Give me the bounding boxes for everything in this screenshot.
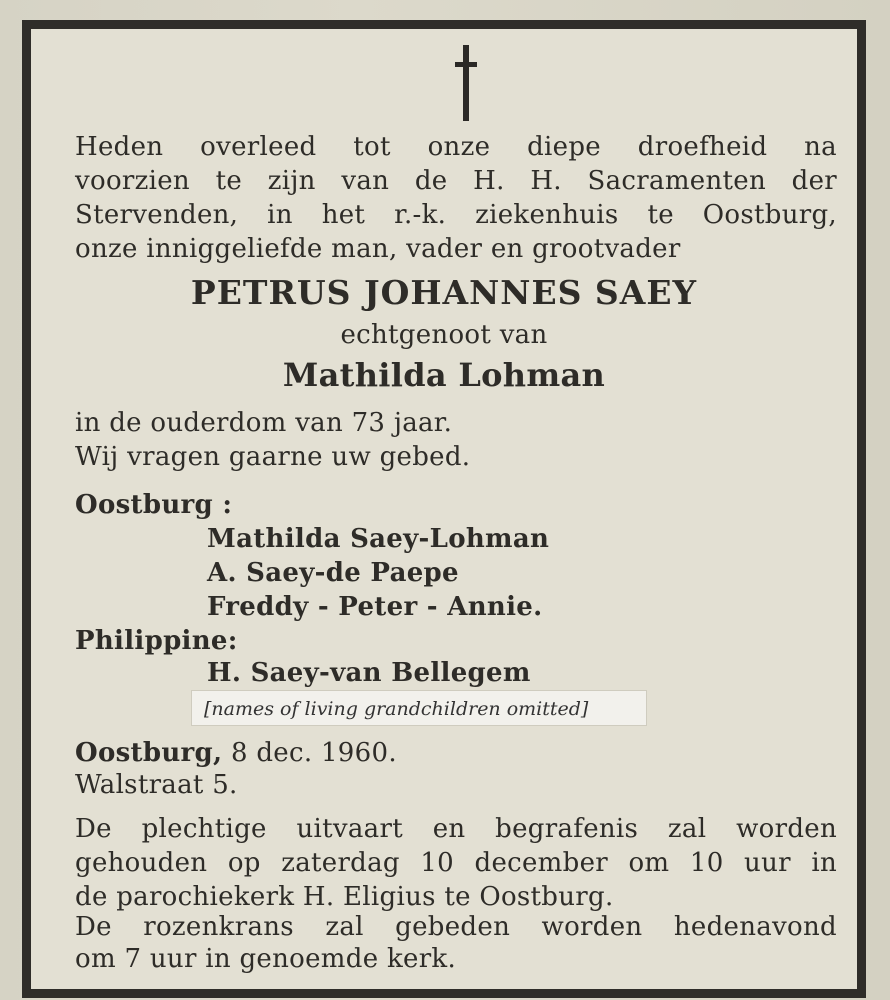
family-member: Mathilda Saey-Lohman [207, 524, 550, 554]
rosary-line-1: De rozenkrans zal gebeden worden hedenavond [75, 912, 837, 942]
prayer-line: Wij vragen gaarne uw gebed. [75, 442, 471, 472]
funeral-line-3: de parochiekerk H. Eligius te Oostburg. [75, 882, 614, 912]
intro-line-2: voorzien te zijn van de H. H. Sacramenten der [75, 166, 837, 196]
family-member: Freddy - Peter - Annie. [207, 592, 543, 622]
intro-line-3: Stervenden, in het r.-k. ziekenhuis te Oostburg, [75, 200, 837, 230]
cross-icon [455, 45, 477, 121]
date-line [75, 737, 397, 769]
intro-line-1: Heden overleed tot onze diepe droefheid na [75, 132, 837, 162]
intro-line-4: onze inniggeliefde man, vader en grootvader [75, 234, 681, 264]
age-line: in de ouderdom van 73 jaar. [75, 408, 453, 438]
date-place: Oostburg, [75, 738, 223, 768]
spouse-name: Mathilda Lohman [282, 356, 606, 394]
redaction-note: [names of living grandchildren omitted] [191, 690, 647, 726]
date: 8 dec. 1960. [230, 738, 397, 768]
address: Walstraat 5. [75, 770, 238, 800]
funeral-line-2: gehouden op zaterdag 10 december om 10 uur in [75, 848, 837, 878]
family-member: A. Saey-de Paepe [207, 558, 459, 588]
family-place-oostburg: Oostburg : [75, 490, 233, 520]
death-notice [22, 20, 866, 998]
family-member: H. Saey-van Bellegem [207, 658, 531, 688]
spouse-prefix: echtgenoot van [340, 320, 548, 350]
family-place-philippine: Philippine: [75, 626, 238, 656]
funeral-line-1: De plechtige uitvaart en begrafenis zal worden [75, 814, 837, 844]
deceased-name: PETRUS JOHANNES SAEY [190, 273, 698, 312]
rosary-line-2: om 7 uur in genoemde kerk. [75, 944, 457, 974]
